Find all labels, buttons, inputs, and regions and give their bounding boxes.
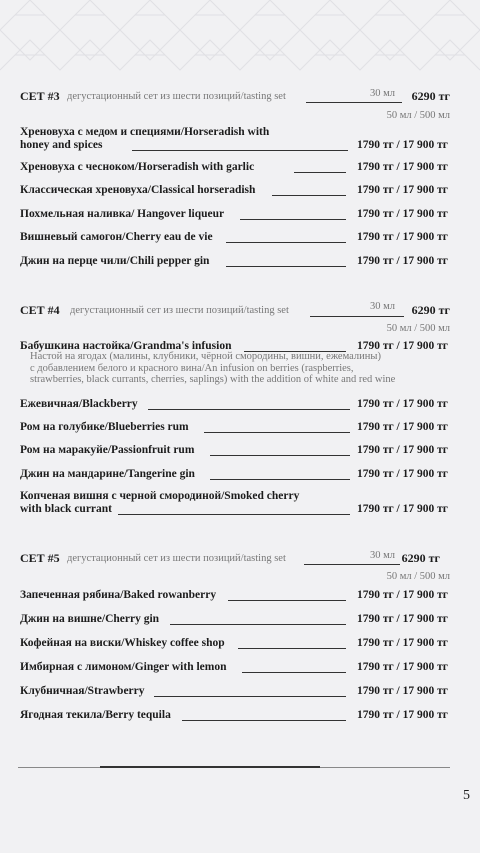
leader-line <box>294 172 346 173</box>
menu-item <box>20 184 448 200</box>
item-price: 1790 тг / 17 900 тг <box>356 444 448 456</box>
item-name: Бабушкина настойка/Grandma's infusion <box>20 340 232 352</box>
item-description <box>30 351 450 386</box>
volume-note: 50 мл / 500 мл <box>386 110 450 121</box>
item-name: Джин на мандарине/Tangerine gin <box>20 468 195 480</box>
item-name-cont: with black currant <box>20 503 112 515</box>
item-price: 1790 тг / 17 900 тг <box>356 468 448 480</box>
leader-line <box>272 195 346 196</box>
set-price: 6290 тг <box>411 303 450 317</box>
item-price: 1790 тг / 17 900 тг <box>356 661 448 673</box>
menu-item <box>20 255 448 271</box>
menu-item <box>20 490 448 520</box>
item-name: Хреновуха с медом и специями/Horseradish with <box>20 126 270 138</box>
leader-line <box>154 696 346 697</box>
item-price: 1790 тг / 17 900 тг <box>356 637 448 649</box>
item-price: 1790 тг / 17 900 тг <box>356 139 448 151</box>
item-name: Классическая хреновуха/Classical horseradish <box>20 184 256 196</box>
item-name: Запеченная рябина/Baked rowanberry <box>20 589 217 601</box>
leader-line <box>182 720 346 721</box>
menu-item <box>20 161 448 177</box>
description-line: с добавлением белого и красного вина/An infusion on berries (raspberries, <box>30 362 354 374</box>
leader-line <box>170 624 346 625</box>
page-number: 5 <box>463 788 470 803</box>
dotted-leader <box>304 564 400 565</box>
footer-accent-bar <box>100 766 320 768</box>
set-5-header <box>20 551 450 567</box>
item-price: 1790 тг / 17 900 тг <box>356 421 448 433</box>
menu-item <box>20 589 448 605</box>
leader-line <box>148 409 350 410</box>
leader-line <box>226 266 346 267</box>
leader-line <box>210 479 350 480</box>
item-name: Кофейная на виски/Whiskey coffee shop <box>20 637 225 649</box>
item-name: Имбирная с лимоном/Ginger with lemon <box>20 661 227 673</box>
set-description: дегустационный сет из шести позиций/tasting set <box>67 553 286 564</box>
dotted-leader <box>310 316 404 317</box>
item-price: 1790 тг / 17 900 тг <box>356 208 448 220</box>
leader-line <box>240 219 346 220</box>
item-name-cont: honey and spices <box>20 139 103 151</box>
set-title: СЕТ #4 <box>20 303 60 317</box>
item-price: 1790 тг / 17 900 тг <box>356 231 448 243</box>
menu-item <box>20 685 448 701</box>
item-name: Джин на перце чили/Chili pepper gin <box>20 255 210 267</box>
volume-note: 50 мл / 500 мл <box>386 571 450 582</box>
item-price: 1790 тг / 17 900 тг <box>356 184 448 196</box>
description-line: Настой на ягодах (малины, клубники, чёрной смородины, вишни, ежемалины) <box>30 351 381 362</box>
item-price: 1790 тг / 17 900 тг <box>356 340 448 352</box>
menu-item <box>20 231 448 247</box>
set-price: 6290 тг <box>411 89 450 103</box>
leader-line <box>242 672 346 673</box>
set-4-header <box>20 303 450 319</box>
item-name: Вишневый самогон/Cherry eau de vie <box>20 231 213 243</box>
leader-line <box>118 514 350 515</box>
set-volume: 30 мл <box>370 88 396 99</box>
dotted-leader <box>306 102 402 103</box>
item-name: Джин на вишне/Cherry gin <box>20 613 160 625</box>
item-price: 1790 тг / 17 900 тг <box>356 709 448 721</box>
menu-item <box>20 421 448 437</box>
item-price: 1790 тг / 17 900 тг <box>356 161 448 173</box>
menu-item <box>20 398 448 414</box>
item-name: Хреновуха с чесноком/Horseradish with garlic <box>20 161 255 173</box>
set-volume: 30 мл <box>370 550 396 561</box>
item-name: Ежевичная/Blackberry <box>20 398 138 410</box>
item-price: 1790 тг / 17 900 тг <box>356 255 448 267</box>
item-price: 1790 тг / 17 900 тг <box>356 613 448 625</box>
menu-item <box>20 613 448 629</box>
leader-line <box>204 432 350 433</box>
leader-line <box>238 648 346 649</box>
volume-note: 50 мл / 500 мл <box>386 323 450 334</box>
item-name: Копченая вишня с черной смородиной/Smoked cherry <box>20 490 300 502</box>
menu-item <box>20 444 448 460</box>
item-name: Похмельная наливка/ Hangover liqueur <box>20 208 225 220</box>
item-price: 1790 тг / 17 900 тг <box>356 685 448 697</box>
set-3-header <box>20 89 450 105</box>
menu-item <box>20 661 448 677</box>
item-name: Клубничная/Strawberry <box>20 685 145 697</box>
set-description: дегустационный сет из шести позиций/tasting set <box>67 91 286 102</box>
leader-line <box>210 455 350 456</box>
menu-item <box>20 468 448 484</box>
leader-line <box>226 242 346 243</box>
menu-item <box>20 126 448 156</box>
set-price: 6290 тг <box>401 551 440 565</box>
set-description: дегустационный сет из шести позиций/tasting set <box>70 305 289 316</box>
item-name: Ром на маракуйе/Passionfruit rum <box>20 444 195 456</box>
item-name: Ягодная текила/Berry tequila <box>20 709 171 721</box>
item-price: 1790 тг / 17 900 тг <box>356 503 448 515</box>
menu-item <box>20 637 448 653</box>
description-line: strawberries, black currants, cherries, saplings) with the addition of white and red wine <box>30 374 396 385</box>
menu-item <box>20 208 448 224</box>
item-name: Ром на голубике/Blueberries rum <box>20 421 189 433</box>
item-price: 1790 тг / 17 900 тг <box>356 589 448 601</box>
set-title: СЕТ #5 <box>20 551 60 565</box>
set-title: СЕТ #3 <box>20 89 60 103</box>
menu-item <box>20 709 448 725</box>
set-volume: 30 мл <box>370 301 396 312</box>
leader-line <box>132 150 348 151</box>
item-price: 1790 тг / 17 900 тг <box>356 398 448 410</box>
leader-line <box>228 600 346 601</box>
